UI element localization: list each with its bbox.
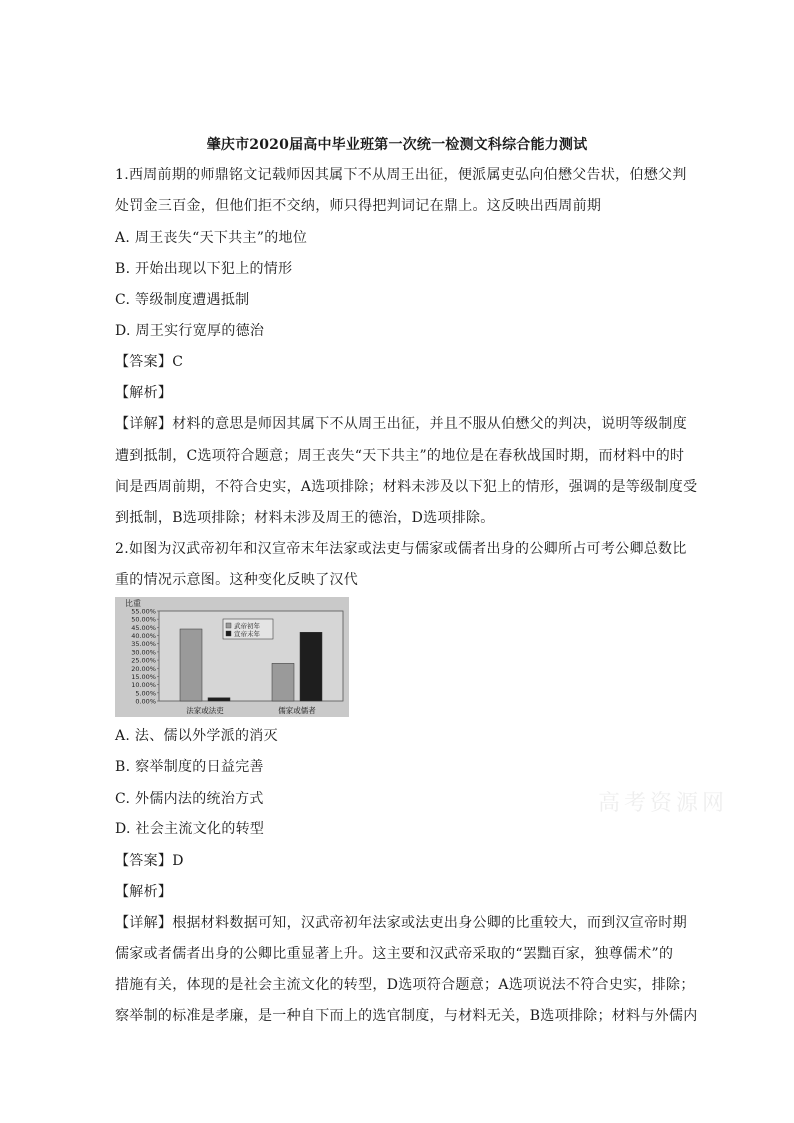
q2-option-c: C. 外儒内法的统治方式 — [115, 791, 264, 807]
q1-analysis-heading: 【解析】 — [115, 385, 173, 401]
y-tick-label: 45.00% — [131, 623, 156, 632]
q1-option-b: B. 开始出现以下犯上的情形 — [115, 261, 293, 277]
y-tick-label: 55.00% — [131, 607, 156, 616]
q1-detail-line3: 间是西周前期，不符合史实，A选项排除；材料未涉及以下犯上的情形，强调的是等级制度受 — [115, 479, 698, 495]
watermark-text: 高考资源网 — [598, 791, 729, 816]
q2-bar-chart — [115, 597, 349, 717]
bar — [272, 663, 294, 701]
y-tick-label: 15.00% — [131, 672, 156, 681]
q2-stem-line1: 2.如图为汉武帝初年和汉宣帝末年法家或法吏与儒家或儒者出身的公卿所占可考公卿总数比 — [115, 541, 687, 557]
q2-answer: 【答案】D — [115, 853, 184, 869]
y-tick-label: 50.00% — [131, 615, 156, 624]
y-tick-label: 0.00% — [135, 697, 156, 706]
q2-detail-line3: 措施有关，体现的是社会主流文化的转型，D选项符合题意；A选项说法不符合史实，排除； — [115, 977, 695, 993]
q2-stem-line2: 重的情况示意图。这种变化反映了汉代 — [115, 572, 359, 588]
q1-stem-line2: 处罚金三百金，但他们拒不交纳，师只得把判词记在鼎上。这反映出西周前期 — [115, 198, 602, 214]
y-tick-label: 30.00% — [131, 648, 156, 657]
bar — [180, 629, 202, 701]
y-tick-label: 20.00% — [131, 664, 156, 673]
y-tick-label: 35.00% — [131, 640, 156, 649]
q1-detail-line1: 【详解】材料的意思是师因其属下不从周王出征，并且不服从伯懋父的判决，说明等级制度 — [115, 416, 687, 432]
legend-swatch — [226, 631, 231, 636]
q2-option-a: A. 法、儒以外学派的消灭 — [115, 728, 278, 744]
q1-detail-line2: 遭到抵制，C选项符合题意；周王丧失“天下共主”的地位是在春秋战国时期，而材料中的时 — [115, 448, 685, 464]
legend-label: 宣帝末年 — [234, 630, 260, 638]
q2-analysis-heading: 【解析】 — [115, 884, 173, 900]
page-title: 肇庆市2020届高中毕业班第一次统一检测文科综合能力测试 — [206, 137, 588, 153]
bar — [300, 632, 322, 701]
q1-detail-line4: 到抵制，B选项排除；材料未涉及周王的德治，D选项排除。 — [115, 510, 495, 526]
q2-option-b: B. 察举制度的日益完善 — [115, 759, 264, 775]
q2-detail-line1: 【详解】根据材料数据可知，汉武帝初年法家或法吏出身公卿的比重较大，而到汉宣帝时期 — [115, 915, 687, 931]
legend-label: 武帝初年 — [234, 622, 260, 630]
y-tick-label: 10.00% — [131, 681, 156, 690]
q1-option-d: D. 周王实行宽厚的德治 — [115, 323, 265, 339]
q2-detail-line4: 察举制的标准是孝廉，是一种自下而上的选官制度，与材料无关，B选项排除；材料与外儒内 — [115, 1008, 698, 1024]
bar — [208, 698, 230, 701]
y-tick-label: 5.00% — [135, 689, 156, 698]
x-category-label: 法家或法吏 — [186, 706, 224, 715]
legend-swatch — [226, 623, 231, 628]
q1-stem-line1: 1.西周前期的师鼎铭文记载师因其属下不从周王出征，便派属吏弘向伯懋父告状，伯懋父判 — [115, 167, 687, 183]
y-tick-label: 25.00% — [131, 656, 156, 665]
q2-detail-line2: 儒家或者儒者出身的公卿比重显著上升。这主要和汉武帝采取的“罢黜百家，独尊儒术”的 — [115, 946, 674, 962]
chart-svg — [115, 597, 349, 717]
y-axis-label: 比重 — [125, 599, 141, 608]
y-tick-label: 40.00% — [131, 632, 156, 641]
q1-option-c: C. 等级制度遭遇抵制 — [115, 292, 250, 308]
x-category-label: 儒家或儒者 — [278, 706, 316, 715]
q1-answer: 【答案】C — [115, 354, 184, 370]
q1-option-a: A. 周王丧失“天下共主”的地位 — [115, 230, 308, 246]
q2-option-d: D. 社会主流文化的转型 — [115, 821, 265, 837]
